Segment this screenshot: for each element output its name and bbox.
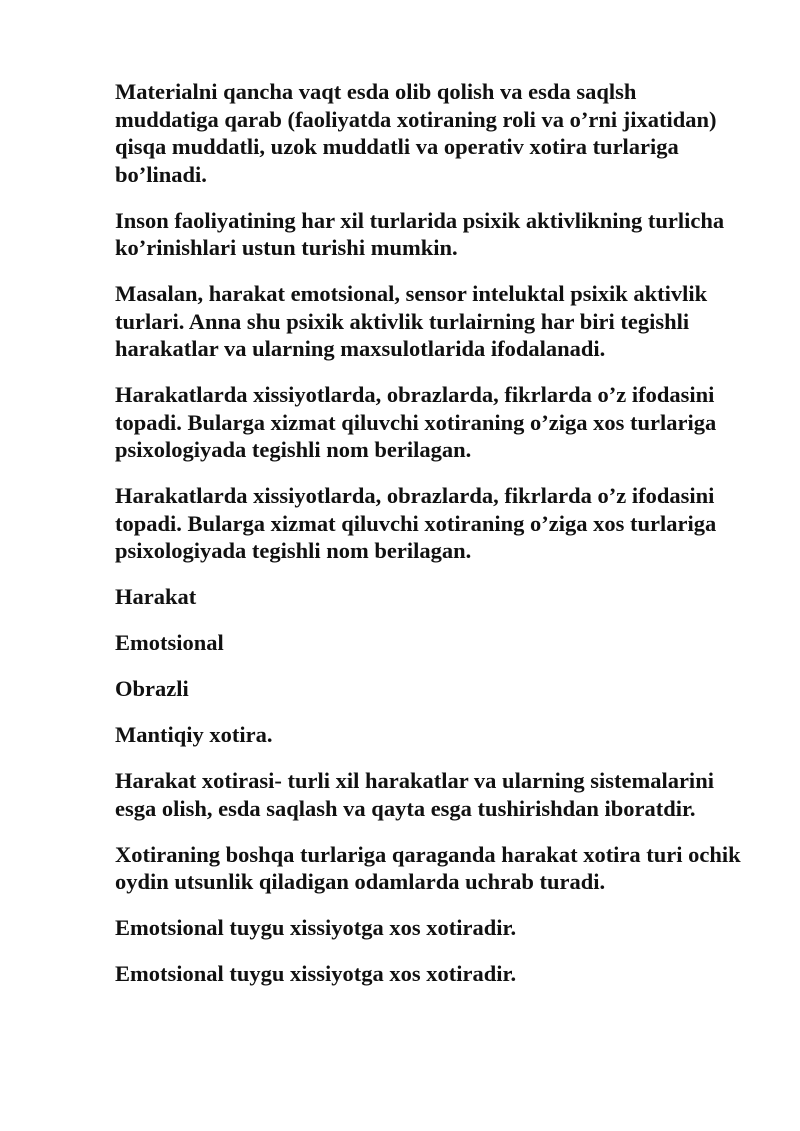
- document-body: [115, 78, 745, 1006]
- list-item-emotsional: Emotsional: [115, 630, 224, 655]
- paragraph-emotional-memory-repeat: Emotsional tuygu xissiyotga xos xotiradir.: [115, 961, 517, 986]
- paragraph-activity-types: Masalan, harakat emotsional, sensor inteluktal psixik aktivlik turlari. Anna shu psixik aktivlik turlairning har biri tegishli harakatlar va ularning maxsulotlarida ifodalanadi.: [115, 281, 708, 361]
- list-item-mantiqiy: Mantiqiy xotira.: [115, 722, 273, 747]
- paragraph-motor-memory: Harakat xotirasi- turli xil harakatlar va ularning sistemalarini esga olish, esda saqlash va qayta esga tushirishdan iboratdir.: [115, 768, 714, 821]
- list-item-obrazli: Obrazli: [115, 676, 189, 701]
- paragraph-psychic-activity: Inson faoliyatining har xil turlarida psixik aktivlikning turlicha ko’rinishlari ustun turishi mumkin.: [115, 207, 725, 260]
- paragraph-motor-memory-people: Xotiraning boshqa turlariga qaraganda harakat xotira turi ochik oydin utsunlik qiladigan odamlarda uchrab turadi.: [115, 841, 741, 894]
- paragraph-expression-repeat: Harakatlarda xissiyotlarda, obrazlarda, fikrlarda o’z ifodasini topadi. Bularga xizmat qiluvchi xotiraning o’ziga xos turlariga psixologiyada tegishli nom berilagan.: [115, 483, 717, 563]
- paragraph-expression: Harakatlarda xissiyotlarda, obrazlarda, fikrlarda o’z ifodasini topadi. Bularga xizmat qiluvchi xotiraning o’ziga xos turlariga psixologiyada tegishli nom berilagan.: [115, 382, 717, 462]
- list-item-harakat: Harakat: [115, 584, 197, 609]
- paragraph-memory-duration: Materialni qancha vaqt esda olib qolish va esda saqlsh muddatiga qarab (faoliyatda xotiraning roli va o’rni jixatidan) qisqa muddatli, uzok muddatli va operativ xotira turlariga bo’linadi.: [115, 79, 717, 187]
- paragraph-emotional-memory: Emotsional tuygu xissiyotga xos xotiradir.: [115, 915, 517, 940]
